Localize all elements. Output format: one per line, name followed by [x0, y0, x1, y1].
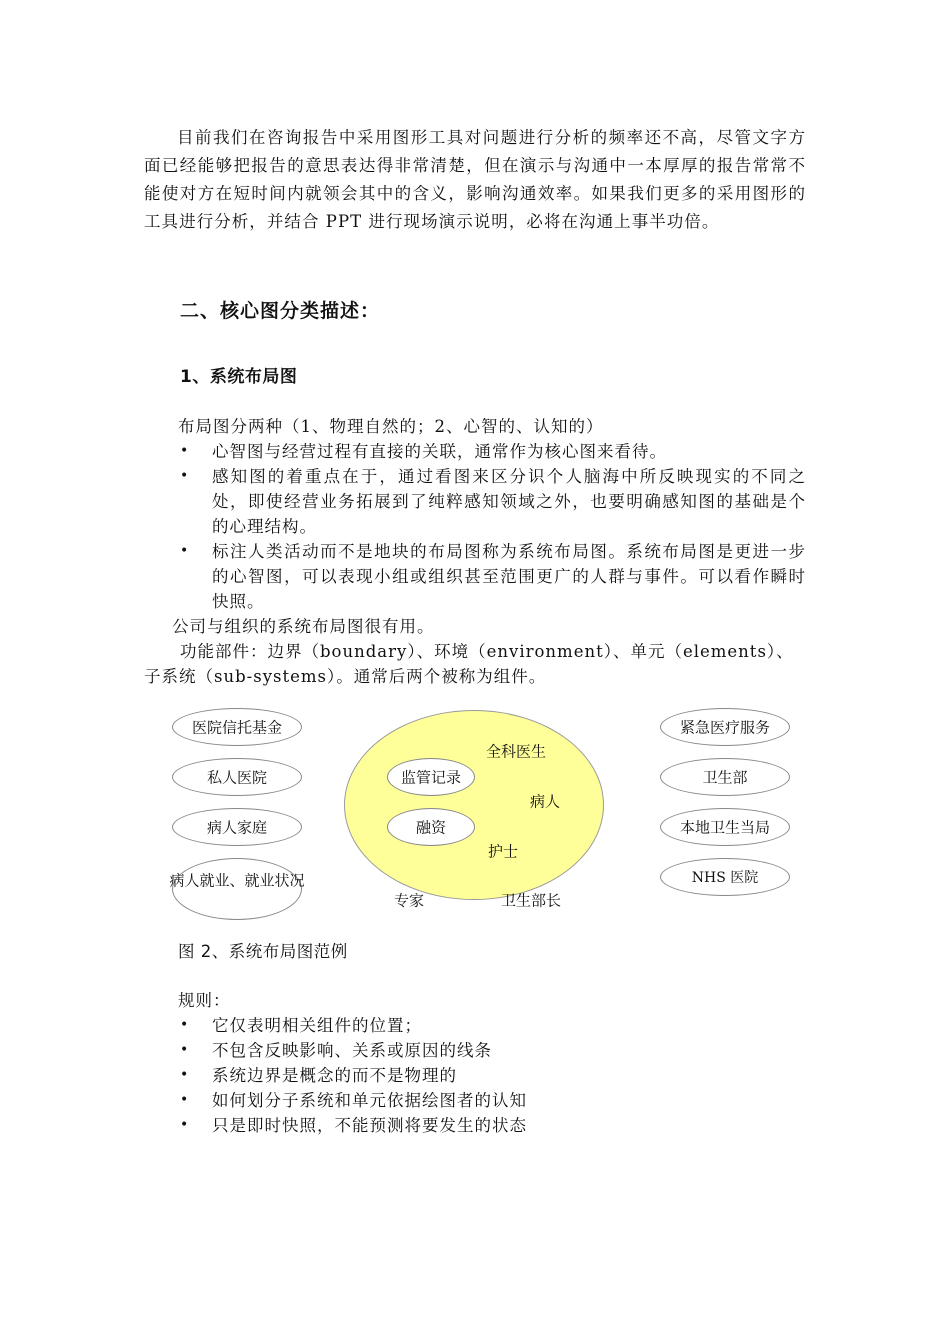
system-boundary-ellipse: [344, 710, 604, 900]
element-label: 全科医生: [485, 742, 547, 761]
environment-label: 卫生部: [702, 768, 748, 787]
bullet-marker: •: [180, 443, 189, 459]
environment-label: NHS 医院: [691, 870, 759, 886]
element-label: 卫生部长: [500, 891, 562, 910]
subsystem-label: 监管记录: [400, 768, 462, 787]
rule-text: 只是即时快照，不能预测将要发生的状态: [212, 1116, 527, 1135]
environment-label: 医院信托基金: [191, 718, 283, 737]
system-layout-diagram: [0, 700, 950, 930]
rule-text: 系统边界是概念的而不是物理的: [212, 1066, 457, 1085]
bullet-marker: •: [180, 468, 189, 484]
bullet-marker: •: [180, 1067, 189, 1083]
bullet-marker: •: [180, 1042, 189, 1058]
environment-label: 病人家庭: [206, 818, 268, 837]
subsection-title: 1、系统布局图: [180, 367, 298, 387]
bullet-marker: •: [180, 1092, 189, 1108]
element-label: 护士: [487, 842, 519, 861]
bullet-text: 心智图与经营过程有直接的关联，通常作为核心图来看待。: [212, 442, 667, 461]
environment-label: 病人就业、就业状况: [169, 871, 305, 890]
layout-types-line: 布局图分两种（1、物理自然的；2、心智的、认知的）: [178, 417, 604, 436]
environment-label: 私人医院: [206, 768, 268, 787]
environment-label: 本地卫生当局: [679, 818, 771, 837]
rule-text: 不包含反映影响、关系或原因的线条: [212, 1041, 492, 1060]
components-line-2: 子系统（sub-systems）。通常后两个被称为组件。: [144, 667, 547, 686]
figure-caption: 图 2、系统布局图范例: [178, 942, 348, 961]
intro-paragraph: 目前我们在咨询报告中采用图形工具对问题进行分析的频率还不高，尽管文字方面已经能够把报告的意思表达得非常清楚，但在演示与沟通中一本厚厚的报告常常不能使对方在短时间内就领会其中的含义，影响沟通效率。如果我们更多的采用图形的工具进行分析，并结合 PPT 进行现场演示说明，必将在沟通上事半功倍。: [144, 128, 806, 231]
element-label: 专家: [393, 891, 425, 910]
element-label: 病人: [529, 792, 561, 811]
rules-title: 规则：: [178, 991, 231, 1010]
components-line: 功能部件：边界（boundary）、环境（environment）、单元（elements）、: [180, 642, 794, 661]
environment-label: 紧急医疗服务: [679, 718, 771, 737]
rule-text: 如何划分子系统和单元依据绘图者的认知: [212, 1091, 527, 1110]
subsystem-label: 融资: [415, 818, 447, 837]
bullet-marker: •: [180, 1117, 189, 1133]
bullet-text: 标注人类活动而不是地块的布局图称为系统布局图。系统布局图是更进一步的心智图，可以表现小组或组织甚至范围更广的人群与事件。可以看作瞬时快照。: [212, 542, 806, 611]
bullet-text: 感知图的着重点在于，通过看图来区分识个人脑海中所反映现实的不同之处，即使经营业务拓展到了纯粹感知领域之外，也要明确感知图的基础是个的心理结构。: [212, 467, 806, 536]
bullet-marker: •: [180, 1017, 189, 1033]
rule-text: 它仅表明相关组件的位置；: [212, 1016, 422, 1035]
section-title: 二、核心图分类描述：: [180, 300, 381, 322]
bullet-marker: •: [180, 543, 189, 559]
useful-line: 公司与组织的系统布局图很有用。: [172, 617, 435, 636]
